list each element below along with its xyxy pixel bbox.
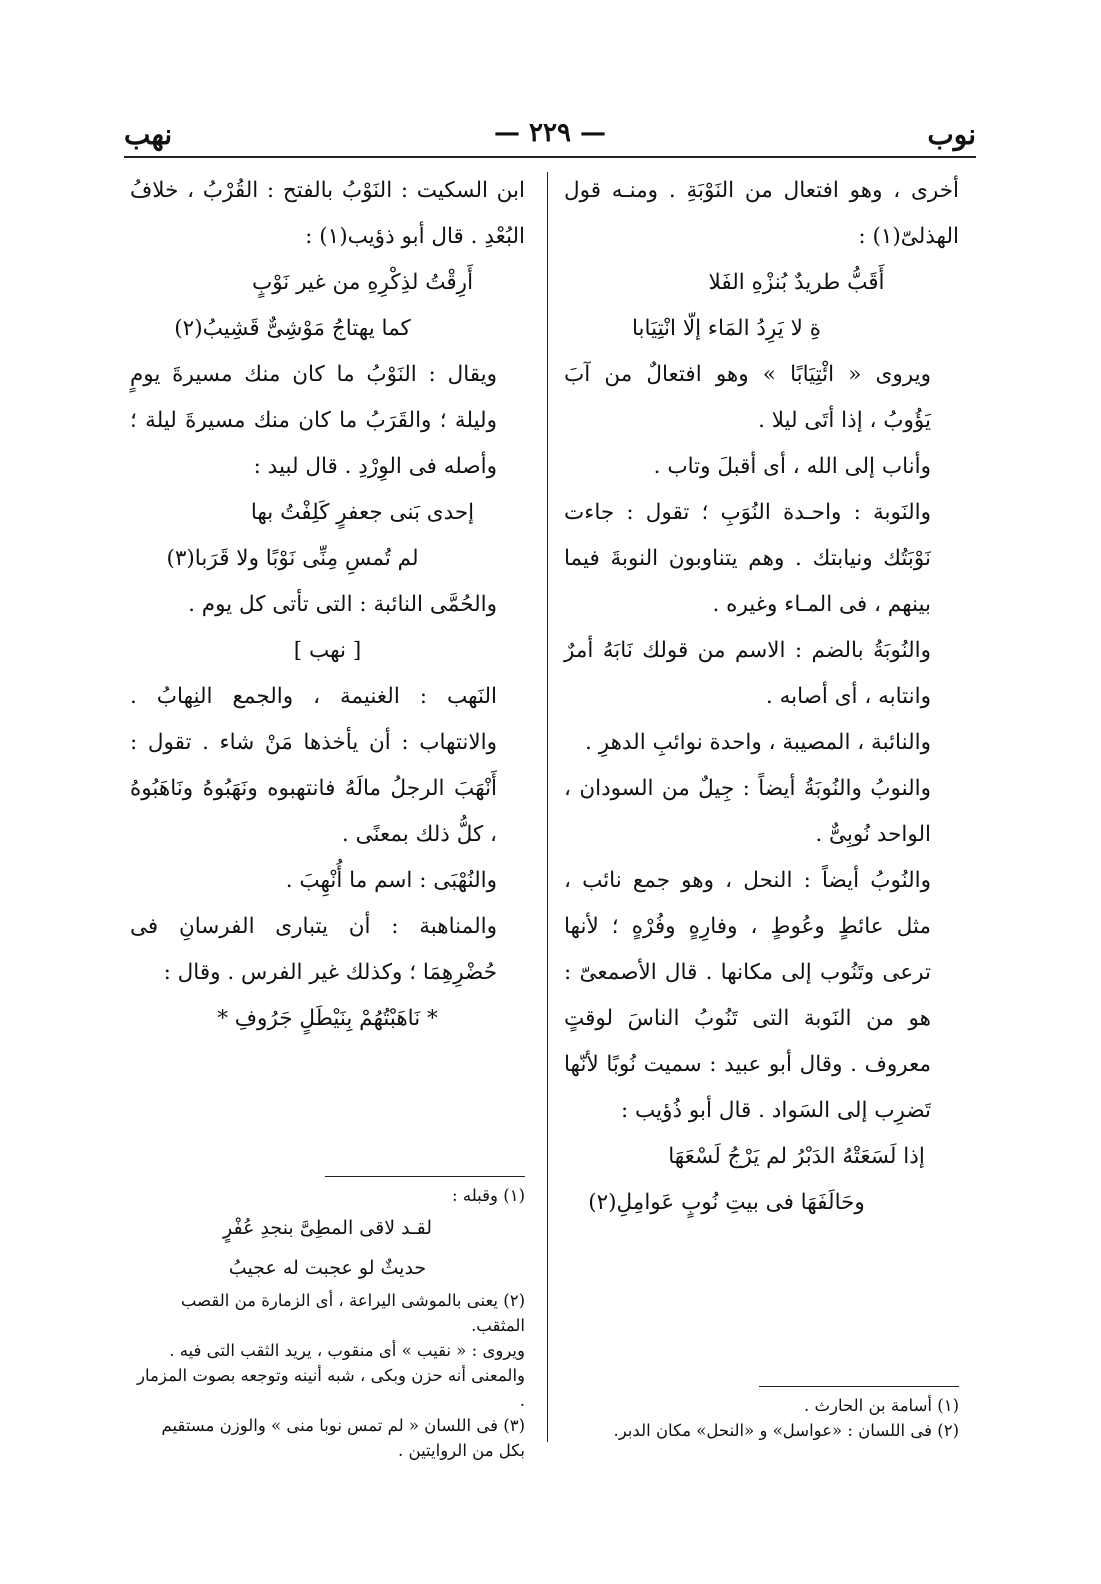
paragraph: والمناهبة : أن يتبارى الفرسانِ فى حُضْرِهِمَا ؛ وكذلك غير الفرس . وقال : xyxy=(130,914,497,985)
footnote-verse: لقـد لاقى المطِىَّ بنجدِ عُفْرٍ xyxy=(222,1217,433,1239)
verse-line: * نَاهَبْتُهُمْ بِنَيْطَلٍ جَرُوفِ * xyxy=(217,1006,438,1031)
paragraph: أخرى ، وهو افتعال من النَوْبَةِ . ومنـه قول الهذلىّ(١) : xyxy=(564,178,959,249)
headword-right: نوب xyxy=(927,118,976,151)
paragraph: والنُوبُ أيضاً : النحل ، وهو جمع نائب ، مثل عائطٍ وعُوطٍ ، وفارِهٍ وفُرْهٍ ؛ لأنها ترعى وتَنُوب إلى مكانها . قال الأصمعىّ : هو من النَوبة التى تَنُوبُ الناسَ لوقتٍ معروف . وقال أبو عبيد : سميت نُوبًا لأنّها تَضرِب إلى السَواد . قال أبو ذُؤيب : xyxy=(564,868,931,1123)
verse-line: ةِ لا يَرِدُ المَاء إلّا انْتِيَابا xyxy=(632,316,821,341)
right-column xyxy=(564,168,959,1226)
verse-line: وحَالَفَهَا فى بيتِ نُوبٍ عَوامِلِ(٢) xyxy=(588,1190,865,1215)
footnote-rule xyxy=(759,1386,959,1387)
footnote: (٣) فى اللسان « لم تمس نوبا منى » والوزن مستقيم xyxy=(161,1416,525,1435)
verse-line: كما يهتاجُ مَوْشِىٌّ قَشِيبُ(٢) xyxy=(174,316,411,341)
footnote: (١) وقبله : xyxy=(452,1186,525,1205)
footnote: والمعنى أنه حزن وبكى ، شبه أنينه وتوجعه بصوت المزمار . xyxy=(137,1366,525,1410)
paragraph: النَهب : الغنيمة ، والجمع النِهابُ . والانتهاب : أن يأخذها مَنْ شاء . تقول : أَنْهَبَ الرجلُ مالَهُ فانتهبوه ونَهَبُوهُ ونَاهَبُوهُ ، كلُّ ذلك بمعنًى . xyxy=(130,684,497,847)
right-footnotes xyxy=(564,1368,959,1443)
footnote-rule xyxy=(325,1176,525,1177)
paragraph: والنُوبَةُ بالضم : الاسم من قولك نَابَهُ أمرٌ وانتابه ، أى أصابه . xyxy=(564,638,931,709)
paragraph: ويقال : النَوْبُ ما كان منك مسيرةَ يومٍ وليلة ؛ والقَرَبُ ما كان منك مسيرةَ ليلة ؛ وأصله فى الوِرْدِ . قال لبيد : xyxy=(130,362,497,479)
page-number: — ٢٢٩ — xyxy=(493,118,607,148)
footnote: ويروى : « نقيب » أى منقوب ، يريد الثقب التى فيه . xyxy=(169,1341,525,1360)
entry-heading: [ نهب ] xyxy=(293,638,362,663)
verse-line: أَرِقْتُ لذِكْرِهِ من غير نَوْبٍ xyxy=(251,270,474,295)
verse-line: إحدى بَنى جعفرٍ كَلِفْتُ بها xyxy=(250,500,475,525)
paragraph: والنَوبة : واحـدة النُوَبِ ؛ تقول : جاءت نَوْبَتُك ونيابتك . وهم يتناوبون النوبةَ فيما بينهم ، فى المـاء وغيره . xyxy=(564,500,931,617)
verse-line: إذا لَسَعَتْهُ الدَبْرُ لم يَرْجُ لَسْعَهَا xyxy=(668,1144,925,1169)
paragraph: والنائبة ، المصيبة ، واحدة نوائبِ الدهرِ . xyxy=(585,730,931,755)
paragraph: والنُهْبَى : اسم ما أُنْهِبَ . xyxy=(285,868,497,893)
footnote: (٢) فى اللسان : «عواسل» و «النحل» مكان الدبر. xyxy=(613,1421,959,1440)
footnote: (١) أسامة بن الحارث . xyxy=(803,1396,959,1415)
footnote-verse: حديثٌ لو عجبت له عجيبُ xyxy=(228,1257,427,1279)
headword-left: نهب xyxy=(124,118,173,151)
page-header xyxy=(124,118,976,156)
paragraph: والحُمَّى النائبة : التى تأتى كل يوم . xyxy=(188,592,497,617)
paragraph: ابن السكيت : النَوْبُ بالفتح : القُرْبُ ، خلافُ البُعْدِ . قال أبو ذؤيب(١) : xyxy=(130,178,525,249)
left-footnotes xyxy=(130,1158,525,1463)
column-divider xyxy=(547,172,548,1442)
footnote: (٢) يعنى بالموشى اليراعة ، أى الزمارة من القصب المثقب. xyxy=(180,1291,525,1335)
verse-line: أَقَبُّ طريدٌ بُنزْهِ الفَلا xyxy=(708,270,885,295)
left-column xyxy=(130,168,525,1042)
header-rule xyxy=(124,156,976,158)
paragraph: وأناب إلى الله ، أى أقبلَ وتاب . xyxy=(653,454,931,479)
paragraph: والنوبُ والنُوبَةُ أيضاً : جِيلٌ من السودان ، الواحد نُوبِىٌّ . xyxy=(564,776,931,847)
footnote: بكل من الروايتين . xyxy=(398,1441,525,1460)
paragraph: ويروى « ائْتِيَابًا » وهو افتعالٌ من آبَ يَؤُوبُ ، إذا أتَى ليلا . xyxy=(564,362,931,433)
verse-line: لم تُمسِ مِنِّى نَوْبًا ولا قَرَبا(٣) xyxy=(166,546,419,571)
